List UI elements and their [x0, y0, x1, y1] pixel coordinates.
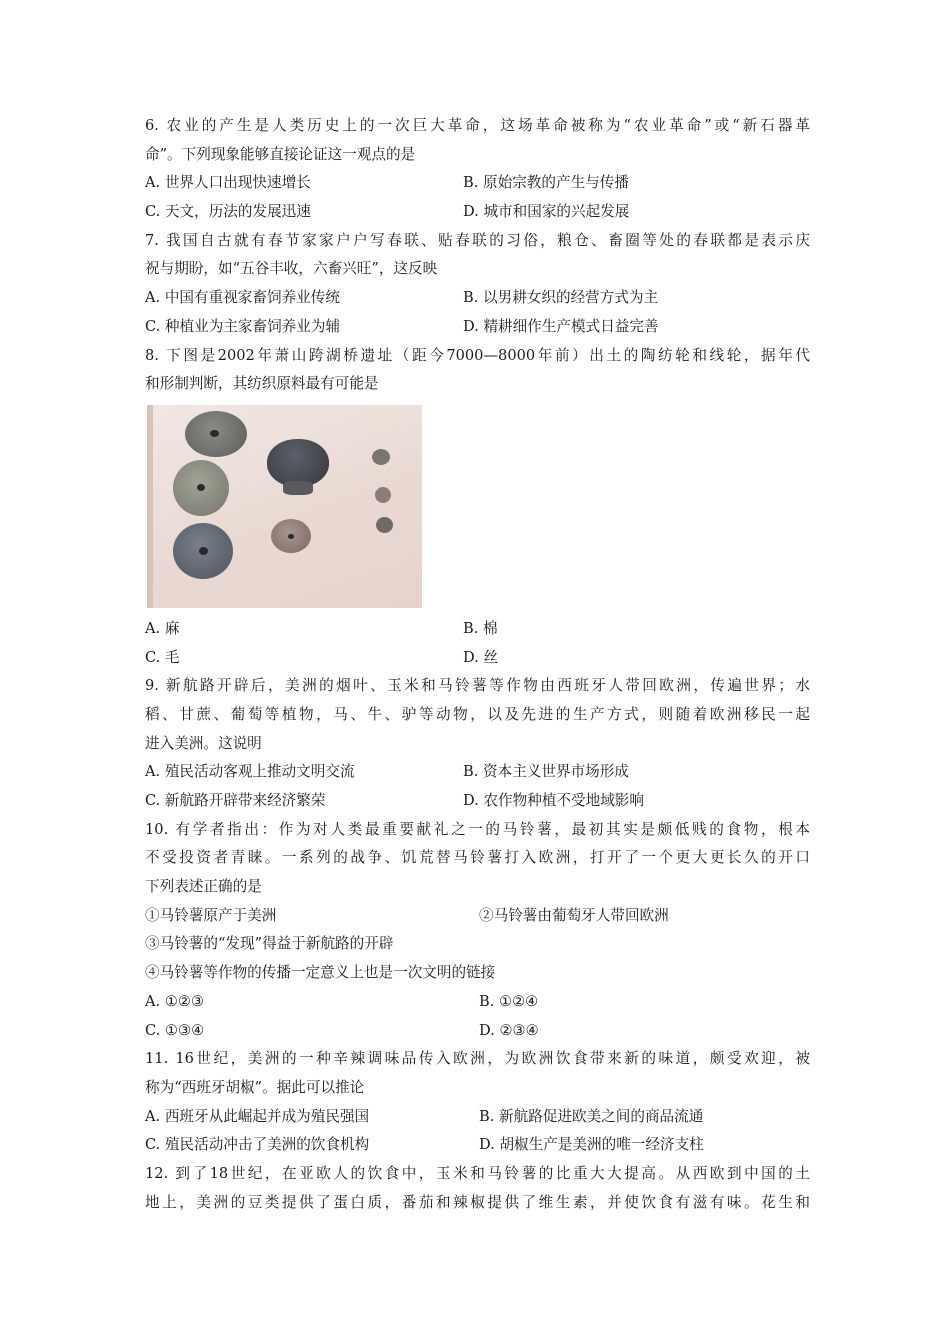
- option-a[interactable]: A. ①②③: [145, 992, 205, 1010]
- question-8: [145, 342, 810, 673]
- exam-page: [145, 112, 810, 1217]
- question-stem: 7. 我国自古就有春节家家户户写春联、贴春联的习俗，粮仓、畜圈等处的春联都是表示庆: [145, 231, 810, 249]
- whorl-hole: [210, 430, 219, 437]
- question-stem: 10. 有学者指出：作为对人类最重要献礼之一的马铃薯，最初其实是颇低贱的食物，根本: [145, 820, 810, 838]
- option-d[interactable]: D. 胡椒生产是美洲的唯一经济支柱: [479, 1136, 704, 1154]
- option-row: [145, 1131, 810, 1160]
- statement-2: ②马铃薯由葡萄牙人带回欧洲: [479, 906, 669, 924]
- question-stem: 进入美洲。这说明: [145, 734, 262, 752]
- statement-row: [145, 902, 810, 931]
- option-c[interactable]: C. ①③④: [145, 1021, 205, 1039]
- option-b[interactable]: B. 资本主义世界市场形成: [463, 763, 629, 781]
- option-row: [145, 615, 810, 644]
- option-a[interactable]: A. 中国有重视家畜饲养业传统: [145, 289, 340, 307]
- option-d[interactable]: D. 城市和国家的兴起发展: [463, 203, 630, 221]
- option-row: [145, 1103, 810, 1132]
- question-12: [145, 1160, 810, 1217]
- option-a[interactable]: A. 西班牙从此崛起并成为殖民强国: [145, 1107, 370, 1125]
- question-stem: 稻、甘蔗、葡萄等植物，马、牛、驴等动物，以及先进的生产方式，则随着欧洲移民一起: [145, 705, 810, 723]
- option-c[interactable]: C. 新航路开辟带来经济繁荣: [145, 792, 326, 809]
- question-stem: 下列表述正确的是: [145, 878, 262, 896]
- whorl-hole: [288, 534, 294, 539]
- option-row: [145, 758, 810, 787]
- question-stem: 9. 新航路开辟后，美洲的烟叶、玉米和马铃薯等作物由西班牙人带回欧洲，传遍世界；水: [145, 677, 810, 695]
- spool-bead: [375, 487, 391, 503]
- option-b[interactable]: B. 原始宗教的产生与传播: [463, 174, 629, 192]
- option-d[interactable]: D. 精耕细作生产模式日益完善: [463, 317, 659, 335]
- question-7: [145, 227, 810, 342]
- question-stem: 6. 农业的产生是人类历史上的一次巨大革命，这场革命被称为“农业革命”或“新石器革: [145, 117, 810, 134]
- option-row: [145, 1017, 810, 1046]
- option-a[interactable]: A. 殖民活动客观上推动文明交流: [145, 763, 355, 781]
- spindle-whorl-disc: [283, 481, 313, 495]
- question-stem: 命”。下列现象能够直接论证这一观点的是: [145, 145, 416, 163]
- option-row: [145, 787, 810, 816]
- option-c[interactable]: C. 殖民活动冲击了美洲的饮食机构: [145, 1136, 370, 1154]
- question-9: [145, 672, 810, 815]
- photo-shadow: [147, 405, 153, 608]
- question-11: [145, 1045, 810, 1160]
- question-stem: 和形制判断，其纺织原料最有可能是: [145, 375, 379, 393]
- question-stem: 12. 到了18世纪，在亚欧人的饮食中，玉米和马铃薯的比重大大提高。从西欧到中国的土: [145, 1164, 810, 1182]
- option-c[interactable]: C. 天文，历法的发展迅速: [145, 203, 311, 221]
- spindle-whorl-disc: [267, 439, 329, 487]
- option-row: [145, 198, 810, 227]
- option-row: [145, 313, 810, 342]
- option-row: [145, 169, 810, 198]
- whorl-hole: [197, 484, 205, 491]
- option-a[interactable]: A. 麻: [145, 619, 180, 637]
- option-c[interactable]: C. 毛: [145, 648, 180, 666]
- whorl-hole: [199, 547, 208, 555]
- option-row: [145, 988, 810, 1017]
- option-row: [145, 284, 810, 313]
- option-d[interactable]: D. 农作物种植不受地域影响: [463, 792, 644, 809]
- statement-3: ③马铃薯的“发现”得益于新航路的开辟: [145, 935, 394, 953]
- option-d[interactable]: D. ②③④: [479, 1021, 539, 1039]
- question-stem: 不受投资者青睐。一系列的战争、饥荒替马铃薯打入欧洲，打开了一个更大更长久的开口: [145, 849, 810, 867]
- option-a[interactable]: A. 世界人口出现快速增长: [145, 174, 311, 192]
- option-row: [145, 644, 810, 673]
- option-b[interactable]: B. 以男耕女织的经营方式为主: [463, 289, 659, 307]
- question-6: [145, 112, 810, 227]
- question-stem: 称为“西班牙胡椒”。据此可以推论: [145, 1078, 365, 1096]
- option-b[interactable]: B. 棉: [463, 619, 498, 637]
- question-stem: 8. 下图是2002年萧山跨湖桥遗址（距今7000—8000年前）出土的陶纺轮和线轮，据年代: [145, 346, 810, 364]
- question-10: [145, 816, 810, 1046]
- question-stem: 祝与期盼，如“五谷丰收，六畜兴旺”，这反映: [145, 260, 438, 278]
- option-c[interactable]: C. 种植业为主家畜饲养业为辅: [145, 317, 341, 335]
- question-stem: 11. 16世纪，美洲的一种辛辣调味品传入欧洲，为欧洲饮食带来新的味道，颇受欢迎，被: [145, 1050, 810, 1068]
- spool-bead: [372, 449, 390, 465]
- spool-bead: [376, 517, 393, 533]
- statement-4: ④马铃薯等作物的传播一定意义上也是一次文明的链接: [145, 964, 496, 982]
- question-stem: 地上，美洲的豆类提供了蛋白质，番茄和辣椒提供了维生素，并使饮食有滋有味。花生和: [145, 1193, 810, 1211]
- spindle-whorl-photo: [147, 405, 422, 608]
- option-b[interactable]: B. 新航路促进欧美之间的商品流通: [479, 1107, 704, 1125]
- statement-1: ①马铃薯原产于美洲: [145, 906, 277, 924]
- option-b[interactable]: B. ①②④: [479, 992, 539, 1010]
- option-d[interactable]: D. 丝: [463, 648, 499, 666]
